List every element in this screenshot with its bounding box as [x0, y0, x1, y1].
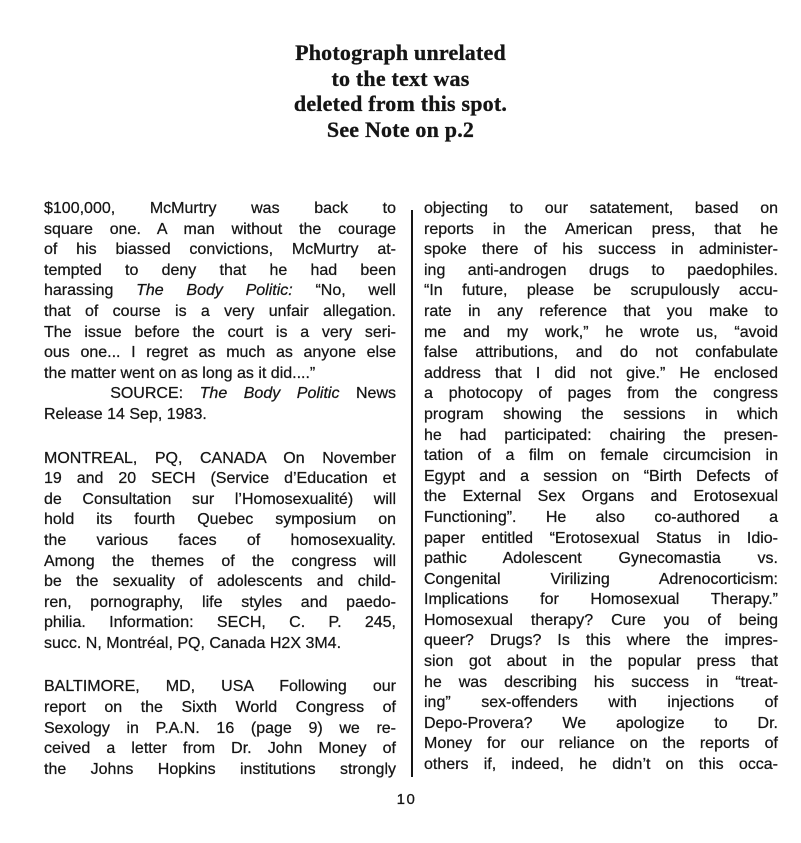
text-line [44, 323, 396, 344]
text-segment: Homosexual therapy? Cure you of being [424, 611, 778, 629]
text-segment: ren, pornography, life styles and paedo- [44, 593, 396, 611]
text-segment: SOURCE: [44, 385, 200, 403]
text-line [44, 552, 396, 573]
text-line [44, 384, 396, 405]
text-segment: tation of a film on female circumcision in [424, 447, 778, 465]
text-line [44, 698, 396, 719]
text-line [44, 760, 396, 781]
text-line [424, 343, 778, 364]
text-line [44, 199, 396, 220]
text-segment: objecting to our satatement, based on [424, 200, 778, 217]
text-line [44, 510, 396, 531]
text-line [44, 261, 396, 282]
left-column [44, 199, 396, 780]
text-line [44, 739, 396, 760]
text-segment: he was describing his success in “treat- [424, 673, 778, 691]
text-line [44, 719, 396, 740]
text-line [44, 220, 396, 241]
text-segment: he had participated: chairing the presen- [424, 426, 778, 444]
text-line [44, 469, 396, 490]
text-segment: pathic Adolescent Gynecomastia vs. [424, 550, 778, 568]
notice-line: deleted from this spot. [293, 91, 508, 116]
text-segment: Release 14 Sep, 1983. [44, 405, 207, 423]
page-number: 10 [396, 791, 417, 808]
text-segment: hold its fourth Quebec symposium on [44, 511, 396, 529]
text-segment: Depo-Provera? We apologize to Dr. [424, 714, 778, 732]
text-segment: the various faces of homosexuality. [44, 531, 396, 549]
text-segment: Egypt and a session on “Birth Defects of [424, 467, 778, 485]
text-line [44, 281, 396, 302]
text-line [424, 364, 778, 385]
text-line [424, 549, 778, 570]
text-segment: BALTIMORE, MD, USA Following our [44, 678, 396, 696]
text-segment: me and my work,” he wrote us, “avoid [424, 323, 778, 341]
text-segment: philia. Information: SECH, C. P. 245, [44, 614, 396, 632]
text-segment: de Consultation sur l’Homosexualité) will [44, 490, 396, 508]
text-line [424, 693, 778, 714]
text-segment: reports in the American press, that he [424, 220, 778, 238]
text-line [424, 261, 778, 282]
text-segment: paper entitled “Erotosexual Status in Idio- [424, 529, 778, 547]
text-line [424, 467, 778, 488]
text-line [424, 446, 778, 467]
text-segment: report on the Sixth World Congress of [44, 699, 396, 717]
text-segment: ing” sex-offenders with injections of [424, 694, 778, 712]
text-segment: MONTREAL, PQ, CANADA On November [44, 449, 396, 467]
text-segment: rate in any reference that you make to [424, 302, 778, 320]
text-segment: ing anti-androgen drugs to paedophiles. [424, 261, 778, 279]
column-divider-rule [411, 210, 413, 777]
text-line [44, 634, 396, 655]
paragraph [44, 677, 396, 780]
text-segment: the External Sex Organs and Erotosexual [424, 488, 778, 506]
text-segment: address that I did not give.” He enclosed [424, 364, 778, 382]
text-line [44, 449, 396, 470]
text-segment: ceived a letter from Dr. John Money of [44, 740, 396, 758]
text-segment: false attributions, and do not confabulate [424, 344, 778, 362]
text-line [44, 490, 396, 511]
text-line [424, 302, 778, 323]
text-line [424, 405, 778, 426]
text-segment: the matter went on as long as it did....” [44, 364, 316, 382]
text-segment: Sexology in P.A.N. 16 (page 9) we re- [44, 719, 396, 737]
text-line [424, 281, 778, 302]
text-line [424, 714, 778, 735]
notice-line: See Note on p.2 [326, 116, 475, 142]
text-segment: “In future, please be scrupulously accu- [424, 282, 778, 300]
text-segment: $100,000, McMurtry was back to [44, 200, 396, 217]
text-line [44, 343, 396, 364]
text-line [44, 302, 396, 323]
text-line [424, 199, 778, 220]
text-segment: spoke there of his success in administer- [424, 241, 778, 259]
text-segment: Money for our reliance on the reports of [424, 735, 778, 753]
text-line [424, 652, 778, 673]
text-segment: 19 and 20 SECH (Service d’Education et [44, 470, 396, 488]
text-segment: ous one... I regret as much as anyone else [44, 344, 396, 362]
photo-deleted-notice [0, 40, 801, 142]
text-line [424, 220, 778, 241]
text-segment: News [339, 385, 397, 403]
text-line [424, 384, 778, 405]
text-line [424, 240, 778, 261]
text-segment: square one. A man without the courage [44, 220, 396, 238]
italic-text-segment: The Body Politic [199, 385, 340, 403]
text-segment: others if, indeed, he didn’t on this occa- [424, 756, 778, 774]
text-segment: sion got about in the popular press that [424, 653, 778, 671]
text-segment: that of course is a very unfair allegation. [44, 302, 396, 320]
text-segment: Congenital Virilizing Adrenocorticism: [424, 570, 778, 588]
text-segment: harassing [44, 282, 137, 300]
text-line [44, 364, 396, 385]
paragraph [424, 199, 778, 776]
text-line [424, 426, 778, 447]
text-segment: queer? Drugs? Is this where the impres- [424, 632, 778, 650]
notice-line: Photograph unrelated [295, 40, 506, 65]
text-line [44, 240, 396, 261]
text-line [424, 570, 778, 591]
text-line [44, 593, 396, 614]
text-segment: The issue before the court is a very seri- [44, 323, 396, 341]
paragraph [44, 449, 396, 655]
text-segment: Implications for Homosexual Therapy.” [424, 591, 778, 609]
text-line [424, 487, 778, 508]
text-line [424, 611, 778, 632]
text-line [424, 755, 778, 776]
notice-line: to the text was [331, 65, 470, 91]
text-segment: succ. N, Montréal, PQ, Canada H2X 3M4. [44, 634, 342, 652]
italic-text-segment: The Body Politic: [136, 282, 293, 300]
text-segment: a photocopy of pages from the congress [424, 385, 778, 403]
text-line [44, 677, 396, 698]
text-line [424, 529, 778, 550]
text-line [44, 572, 396, 593]
right-column [424, 199, 778, 776]
text-line [44, 531, 396, 552]
text-line [424, 734, 778, 755]
text-segment: Functioning”. He also co-authored a [424, 508, 778, 526]
text-segment: program showing the sessions in which [424, 405, 778, 423]
text-line [424, 590, 778, 611]
text-segment: “No, well [292, 282, 396, 300]
text-line [424, 323, 778, 344]
text-segment: be the sexuality of adolescents and child- [44, 573, 396, 591]
text-line [44, 613, 396, 634]
text-line [424, 631, 778, 652]
text-line [424, 508, 778, 529]
text-segment: Among the themes of the congress will [44, 552, 396, 570]
paragraph [44, 199, 396, 426]
text-line [424, 673, 778, 694]
text-segment: the Johns Hopkins institutions strongly [44, 760, 396, 778]
text-segment: of his biassed convictions, McMurtry at- [44, 241, 396, 259]
text-line [44, 405, 396, 426]
text-segment: tempted to deny that he had been [44, 261, 396, 279]
